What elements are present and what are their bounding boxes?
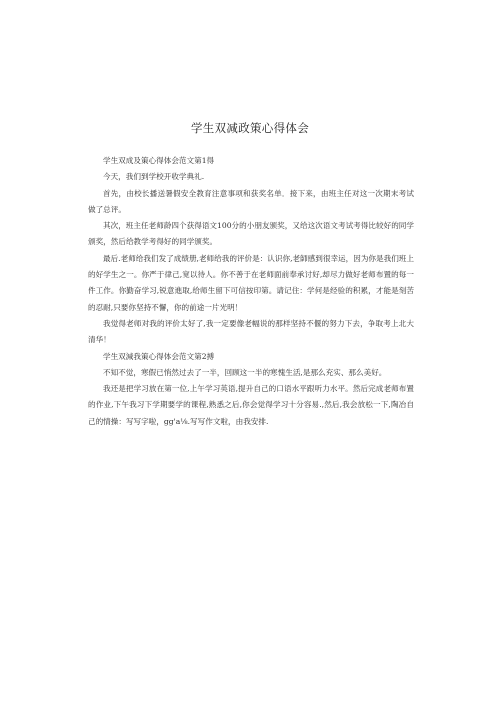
paragraph: 最后.老师给我们发了成绩册,老师给我的评价是：认识你,老師感到很幸运，因为你是我们班上的好学生之一。你严于律己,宽以待人。你不善于在老师面前奉承讨好,却尽力做好老师布置的每一件工作。你勤奋学习,锐意進取,给师生留下可信按印第。请记住：学何是经验的积累，才能是刻苦的忍耐,只要你坚持不懈，你的前途一片光明！ (88, 253, 414, 312)
document-title: 学生双减政策心得体会 (191, 121, 309, 135)
paragraph: 其次，班主任老师龄四个获得语文100分的小朋友颁奖，又给这次语文考试考得比较好的同学颁奖，然后给教学考得好的同学颁奖。 (88, 221, 414, 247)
paragraph-heading-1: 学生双成及策心得体会范文第1得 (103, 156, 215, 165)
paragraph: 我觉得老师对我的评价太好了,我一定要像老幅说的那样坚持不偃的努力下去，争取考上北大清华！ (88, 318, 414, 345)
paragraph: 首先，由校长播送暑假安全教育注意事项和获奖名单．接下来，由班主任对这一次期末考试做了总评。 (88, 188, 414, 214)
document-body (88, 153, 414, 430)
paragraph: 不知不觉，寒假已悄然过去了一半，回顾这一半的寒愧生活,是那么充实、那么美好。 (103, 367, 387, 377)
paragraph-heading-2: 学生双減我策心得体会范文第2搏 (103, 351, 215, 361)
paragraph: 我还是把学习放在第一位,上午学习英语,提升自己的口语水平跟听力水平。然后完成老师布置的作业,下午我习下学期要学的课程,熟悉之后,你会觉得学习十分容易.,然后,我会放松一下,陶冶自己的情操：写写字啦，gg'a⅛.写写作文啦，由我安排. (88, 384, 414, 426)
paragraph: 今天，我们到学校开收学典礼. (103, 172, 205, 182)
